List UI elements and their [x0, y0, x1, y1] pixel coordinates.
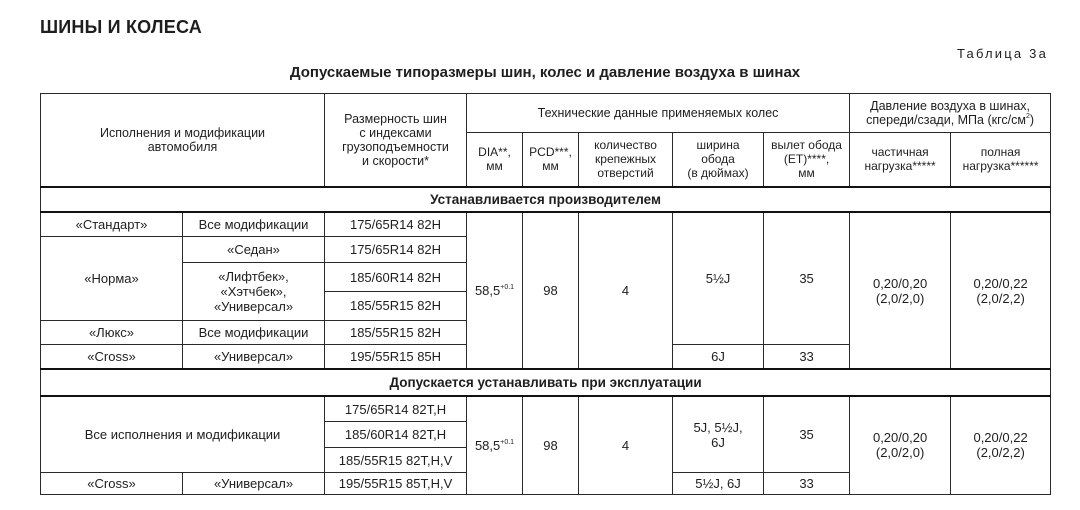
header-pcd: PCD***, мм [523, 132, 579, 186]
version-standart: «Стандарт» [41, 212, 183, 236]
rim-width-cell: 5J, 5½J, 6J [673, 396, 764, 473]
offset-cell: 33 [764, 345, 850, 370]
offset-cell: 35 [764, 212, 850, 344]
header-pressure-sup: 2 [1025, 112, 1030, 120]
modification-cell: «Универсал» [183, 345, 325, 370]
modification-cell: Все модификации [183, 212, 325, 236]
section-operation-label: Допускается устанавливать при эксплуатации [41, 369, 1051, 396]
tire-size-cell: 185/55R15 82T,H,V [325, 447, 467, 473]
header-offset: вылет обода (ET)****, мм [764, 132, 850, 186]
section-row-factory [41, 187, 1051, 213]
header-pressure-text: Давление воздуха в шинах, спереди/сзади, МПа (кгс/см [866, 98, 1031, 127]
pcd-cell: 98 [523, 212, 579, 369]
modification-cell: «Седан» [183, 236, 325, 263]
dia-cell [467, 212, 523, 369]
dia-value: 58,5 [474, 437, 501, 453]
full-load-cell: 0,20/0,22 (2,0/2,2) [951, 212, 1051, 369]
modification-cell: «Универсал» [183, 473, 325, 495]
partial-load-cell: 0,20/0,20 (2,0/2,0) [850, 212, 951, 369]
header-holes: количество крепежных отверстий [579, 132, 673, 186]
pcd-cell: 98 [523, 396, 579, 495]
tire-size-cell: 175/65R14 82H [325, 212, 467, 236]
header-full-load: полная нагрузка****** [951, 132, 1051, 186]
header-wheel-tech: Технические данные применяемых колес [467, 94, 850, 133]
tire-spec-table [40, 93, 1051, 495]
header-tire-size: Размерность шин с индексами грузоподъемности и скорости* [325, 94, 467, 187]
offset-cell: 35 [764, 396, 850, 473]
tire-size-cell: 175/65R14 82T,H [325, 396, 467, 422]
rim-width-cell: 5½J, 6J [673, 473, 764, 495]
tire-size-cell: 195/55R15 85H [325, 345, 467, 370]
holes-cell: 4 [579, 396, 673, 495]
modification-cell: Все модификации [183, 320, 325, 345]
section-factory-label: Устанавливается производителем [41, 187, 1051, 213]
version-all: Все исполнения и модификации [41, 396, 325, 473]
tire-size-cell: 185/60R14 82T,H [325, 422, 467, 448]
tire-size-cell: 195/55R15 85T,H,V [325, 473, 467, 495]
header-row-1 [41, 94, 1051, 133]
dia-value: 58,5 [474, 283, 501, 299]
offset-cell: 33 [764, 473, 850, 495]
table-caption: Допускаемые типоразмеры шин, колес и давление воздуха в шинах [289, 64, 801, 81]
modification-cell: «Лифтбек», «Хэтчбек», «Универсал» [183, 263, 325, 320]
header-partial-load: частичная нагрузка***** [850, 132, 951, 186]
section-row-operation [41, 369, 1051, 396]
header-rim-width: ширина обода (в дюймах) [673, 132, 764, 186]
tire-size-cell: 175/65R14 82H [325, 236, 467, 263]
holes-cell: 4 [579, 212, 673, 369]
version-cross: «Cross» [41, 473, 183, 495]
dia-cell [467, 396, 523, 495]
partial-load-cell: 0,20/0,20 (2,0/2,0) [850, 396, 951, 495]
section-title: ШИНЫ И КОЛЕСА [40, 17, 202, 37]
table-row [41, 212, 1051, 236]
version-norma: «Норма» [41, 236, 183, 320]
dia-tolerance: +0.1 [500, 438, 515, 446]
version-lux: «Люкс» [41, 320, 183, 345]
rim-width-cell: 6J [673, 345, 764, 370]
header-pressure [850, 94, 1051, 133]
header-dia: DIA**, мм [467, 132, 523, 186]
dia-tolerance: +0.1 [500, 284, 515, 292]
tire-size-cell: 185/55R15 82H [325, 291, 467, 320]
full-load-cell: 0,20/0,22 (2,0/2,2) [951, 396, 1051, 495]
table-number: Таблица 3а [956, 46, 1048, 61]
version-cross: «Cross» [41, 345, 183, 370]
header-pressure-end: ) [1029, 112, 1035, 127]
tire-size-cell: 185/55R15 82H [325, 320, 467, 345]
header-version: Исполнения и модификации автомобиля [41, 94, 325, 187]
tire-size-cell: 185/60R14 82H [325, 263, 467, 292]
rim-width-cell: 5½J [673, 212, 764, 344]
table-row [41, 396, 1051, 422]
